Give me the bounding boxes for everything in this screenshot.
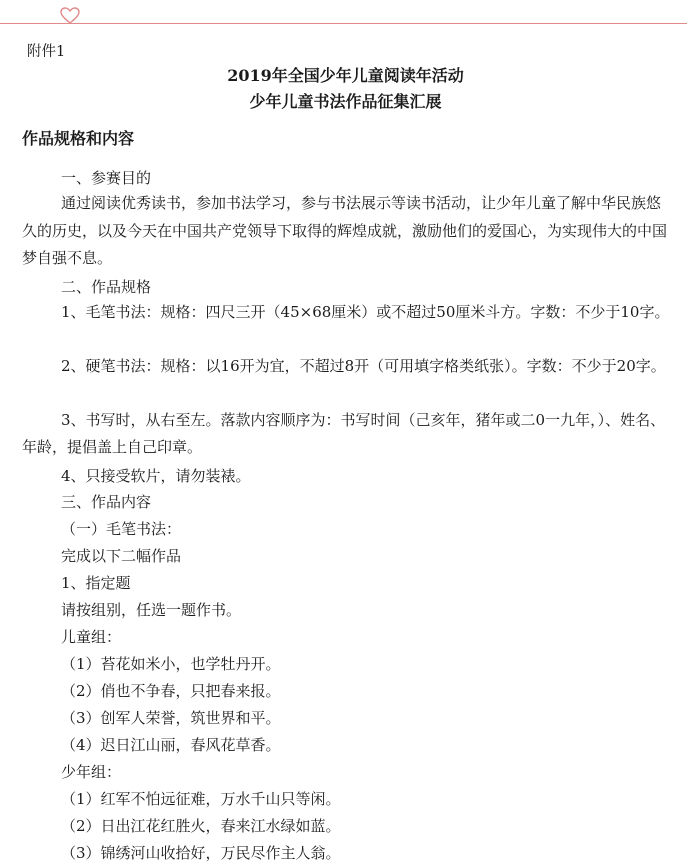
list-item: （1）苔花如米小，也学牡丹开。	[61, 655, 281, 673]
title-line-1: 2019年全国少年儿童阅读年活动	[227, 66, 464, 85]
youth-group-label: 少年组：	[61, 763, 122, 781]
children-group-label: 儿童组：	[61, 628, 122, 646]
topic-heading: 1、指定题	[61, 574, 131, 592]
purpose-heading: 一、参赛目的	[61, 169, 152, 187]
list-item: （2）日出江花红胜火，春来江水绿如蓝。	[61, 817, 341, 835]
list-item: （2）俏也不争春，只把春来报。	[61, 682, 281, 700]
purpose-text: 通过阅读优秀读书，参加书法学习，参与书法展示等读书活动，让少年儿童了解中华民族悠久的历史，以及今天在中国共产党领导下取得的辉煌成就，激励他们的爱国心，为实现伟大的中国梦自强不息。	[22, 194, 668, 267]
content-intro: 完成以下二幅作品	[61, 547, 182, 565]
list-item: （1）红军不怕远征难，万水千山只等闲。	[61, 790, 341, 808]
list-item: （3）锦绣河山收拾好，万民尽作主人翁。	[61, 844, 341, 862]
title-line-2: 少年儿童书法作品征集汇展	[249, 92, 442, 111]
topic-instruction: 请按组别，任选一题作书。	[61, 601, 242, 619]
section-title: 作品规格和内容	[22, 129, 135, 148]
spec-item-4: 4、只接受软片，请勿装裱。	[61, 467, 251, 485]
spec-item-2: 2、硬笔书法：规格：以16开为宜，不超过8开（可用填字格类纸张）。字数：不少于20字。	[61, 357, 666, 375]
list-item: （4）迟日江山丽，春风花草香。	[61, 736, 281, 754]
content-heading: 三、作品内容	[61, 493, 152, 511]
spec-item-3: 3、书写时，从右至左。落款内容顺序为：书写时间（己亥年，猪年或二0一九年，）、姓名、年龄，提倡盖上自己印章。	[22, 411, 666, 456]
list-item: （3）创军人荣誉，筑世界和平。	[61, 709, 281, 727]
spec-item-1: 1、毛笔书法：规格：四尺三开（45×68厘米）或不超过50厘米斗方。字数：不少于10字。	[61, 303, 670, 321]
attachment-label: 附件1	[27, 44, 66, 60]
content-sub-1: （一）毛笔书法：	[61, 520, 182, 538]
spec-heading: 二、作品规格	[61, 278, 152, 296]
